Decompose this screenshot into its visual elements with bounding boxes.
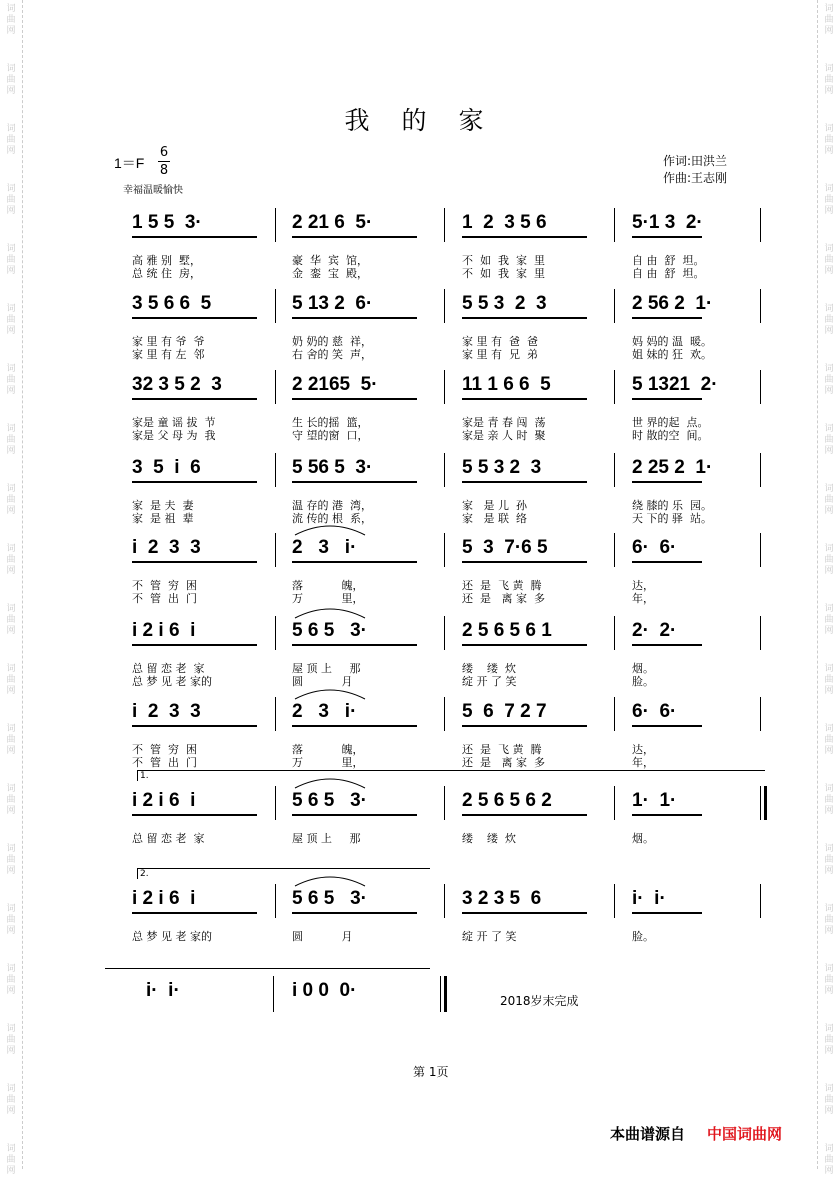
lyric-verse-1: 豪 华 宾 馆， xyxy=(292,254,368,267)
lyric-verse-2: 家 是 联 络 xyxy=(462,512,527,525)
lyric-verse-1: 不 如 我 家 里 xyxy=(462,254,545,267)
measure-notes: 2 21 6 5· xyxy=(292,212,373,233)
measure-notes: 2· 2· xyxy=(632,620,677,641)
watermark-left xyxy=(0,0,23,1176)
lyric-verse-2: 还 是 离 家 多 xyxy=(462,592,545,605)
lyric-verse-1: 落 魄， xyxy=(292,579,364,592)
watermark-glyph: 词 曲 网 xyxy=(6,364,16,396)
bar-line xyxy=(614,453,615,487)
lyric-verse-1: 家是 童 谣 拔 节 xyxy=(132,416,216,429)
bar-line xyxy=(614,884,615,918)
beam-underline xyxy=(632,725,702,727)
beam-underline xyxy=(292,912,417,914)
beam-underline xyxy=(632,912,702,914)
watermark-glyph: 词 曲 网 xyxy=(6,304,16,336)
lyric-verse-1: 还 是 飞 黄 腾 xyxy=(462,579,542,592)
lyric-verse-2: 自 由 舒 坦。 xyxy=(632,267,705,280)
lyric-verse-1: 不 管 穷 困 xyxy=(132,743,197,756)
watermark-glyph: 词 曲 网 xyxy=(824,724,834,756)
watermark-glyph: 词 曲 网 xyxy=(6,784,16,816)
lyric-verse-1: 家 是 夫 妻 xyxy=(132,499,194,512)
measure-notes: i 2 3 3 xyxy=(132,701,201,722)
bar-line xyxy=(444,884,445,918)
slur-arc xyxy=(290,521,370,537)
beam-underline xyxy=(132,481,257,483)
watermark-glyph: 词 曲 网 xyxy=(824,244,834,276)
lyric-verse-1: 缕 缕 炊 xyxy=(462,662,516,675)
measure-notes: 1· 1· xyxy=(632,790,677,811)
source-site: 中国词曲网 xyxy=(707,1125,783,1143)
bar-line xyxy=(614,786,615,820)
bar-line xyxy=(614,697,615,731)
lyric-verse-2: 姐 妹的 狂 欢。 xyxy=(632,348,712,361)
bar-line xyxy=(275,616,276,650)
watermark-glyph: 词 曲 网 xyxy=(824,964,834,996)
bar-line xyxy=(275,453,276,487)
lyric-verse-1: 奶 奶的 慈 祥， xyxy=(292,335,372,348)
measure-notes: 5 1321 2· xyxy=(632,374,718,395)
lyric-verse-1: 不 管 穷 困 xyxy=(132,579,197,592)
ending-remark: 2018岁末完成 xyxy=(500,994,579,1008)
slur-arc xyxy=(290,872,370,888)
measure-notes: 2 3 i· xyxy=(292,701,357,722)
watermark-glyph: 词 曲 网 xyxy=(824,904,834,936)
bar-line xyxy=(444,976,447,1012)
beam-underline xyxy=(462,912,587,914)
lyric-verse-1: 总 留 恋 老 家 xyxy=(132,832,205,845)
bar-line xyxy=(444,616,445,650)
beam-underline xyxy=(462,725,587,727)
lyric-verse-2: 家是 父 母 为 我 xyxy=(132,429,216,442)
bar-line xyxy=(275,697,276,731)
bar-line xyxy=(760,884,761,918)
bar-line xyxy=(760,533,761,567)
lyric-verse-2: 右 舍的 笑 声， xyxy=(292,348,372,361)
measure-notes: 3 2 3 5 6 xyxy=(462,888,542,909)
watermark-glyph: 词 曲 网 xyxy=(824,124,834,156)
watermark-glyph: 词 曲 网 xyxy=(824,424,834,456)
lyric-verse-1: 绽 开 了 笑 xyxy=(462,930,517,943)
beam-underline xyxy=(132,317,257,319)
bar-line xyxy=(760,289,761,323)
measure-notes: 6· 6· xyxy=(632,537,677,558)
beam-underline xyxy=(632,398,702,400)
lyric-verse-1: 生 长的摇 篮， xyxy=(292,416,369,429)
lyric-verse-2: 绽 开 了 笑 xyxy=(462,675,517,688)
lyric-verse-2: 年， xyxy=(632,756,654,769)
measure-notes: 2 2165 5· xyxy=(292,374,378,395)
measure-notes: 32 3 5 2 3 xyxy=(132,374,222,395)
time-signature: 6 8 xyxy=(159,145,169,178)
beam-underline xyxy=(132,725,257,727)
song-title: 我 的 家 xyxy=(344,106,496,135)
bar-line xyxy=(444,453,445,487)
watermark-glyph: 词 曲 网 xyxy=(6,4,16,36)
lyric-verse-1: 家 里 有 爸 爸 xyxy=(462,335,538,348)
watermark-glyph: 词 曲 网 xyxy=(824,184,834,216)
beam-underline xyxy=(132,814,257,816)
lyric-verse-2: 年， xyxy=(632,592,654,605)
measure-notes: i 2 i 6 i xyxy=(132,620,196,641)
beam-underline xyxy=(462,317,587,319)
watermark-glyph: 词 曲 网 xyxy=(6,844,16,876)
lyric-verse-2: 家 里 有 左 邻 xyxy=(132,348,205,361)
beam-underline xyxy=(292,236,417,238)
measure-notes: 5 6 5 3· xyxy=(292,790,367,811)
beam-underline xyxy=(462,814,587,816)
lyric-verse-1: 高 雅 别 墅， xyxy=(132,254,201,267)
lyric-verse-1: 总 留 恋 老 家 xyxy=(132,662,205,675)
lyric-verse-2: 圆 月 xyxy=(292,675,353,688)
bar-line xyxy=(760,370,761,404)
lyric-verse-2: 总 统 住 房， xyxy=(132,267,201,280)
measure-notes: 2 3 i· xyxy=(292,537,357,558)
bar-line xyxy=(760,453,761,487)
bar-line xyxy=(614,533,615,567)
watermark-glyph: 词 曲 网 xyxy=(6,484,16,516)
watermark-glyph: 词 曲 网 xyxy=(6,1084,16,1116)
watermark-glyph: 词 曲 网 xyxy=(824,664,834,696)
lyric-verse-1: 烟。 xyxy=(632,832,654,845)
lyric-verse-2: 不 管 出 门 xyxy=(132,756,197,769)
measure-notes: 5 13 2 6· xyxy=(292,293,373,314)
slur-arc xyxy=(290,604,370,620)
watermark-glyph: 词 曲 网 xyxy=(6,124,16,156)
watermark-glyph: 词 曲 网 xyxy=(824,1024,834,1056)
beam-underline xyxy=(632,644,702,646)
lyric-verse-1: 脸。 xyxy=(632,930,654,943)
beam-underline xyxy=(292,561,417,563)
lyric-verse-2: 万 里， xyxy=(292,592,364,605)
measure-notes: 5 6 7 2 7 xyxy=(462,701,547,722)
lyric-verse-2: 守 望的窗 口， xyxy=(292,429,369,442)
measure-notes: 5 5 3 2 3 xyxy=(462,293,547,314)
bar-line xyxy=(444,370,445,404)
watermark-glyph: 词 曲 网 xyxy=(6,604,16,636)
watermark-glyph: 词 曲 网 xyxy=(824,364,834,396)
beam-underline xyxy=(632,317,702,319)
lyric-verse-1: 屋 顶 上 那 xyxy=(292,832,361,845)
measure-notes: i· i· xyxy=(632,888,666,909)
measure-notes: i 2 i 6 i xyxy=(132,888,196,909)
bar-line xyxy=(275,884,276,918)
lyricist-credit: 作词:田洪兰 xyxy=(663,154,728,168)
watermark-glyph: 词 曲 网 xyxy=(6,244,16,276)
bar-line xyxy=(444,208,445,242)
lyric-verse-1: 家 里 有 爷 爷 xyxy=(132,335,205,348)
bar-line xyxy=(614,289,615,323)
bar-line xyxy=(614,616,615,650)
bar-line xyxy=(444,533,445,567)
watermark-glyph: 词 曲 网 xyxy=(824,484,834,516)
bar-line xyxy=(614,370,615,404)
measure-notes: 3 5 6 6 5 xyxy=(132,293,212,314)
watermark-glyph: 词 曲 网 xyxy=(6,904,16,936)
watermark-glyph: 词 曲 网 xyxy=(6,184,16,216)
lyric-verse-2: 天 下的 驿 站。 xyxy=(632,512,712,525)
ending-top-rule xyxy=(105,968,430,969)
bar-line xyxy=(440,976,441,1012)
page-number: 第 1页 xyxy=(413,1065,449,1079)
bar-line xyxy=(760,208,761,242)
lyric-verse-1: 总 梦 见 老 家的 xyxy=(132,930,212,943)
measure-notes: 1 2 3 5 6 xyxy=(462,212,547,233)
measure-notes: i 2 i 6 i xyxy=(132,790,196,811)
lyric-verse-2: 流 传的 根 系， xyxy=(292,512,372,525)
watermark-glyph: 词 曲 网 xyxy=(824,1084,834,1116)
beam-underline xyxy=(462,481,587,483)
watermark-glyph: 词 曲 网 xyxy=(824,784,834,816)
repeat-barline xyxy=(764,786,767,820)
bar-line xyxy=(275,786,276,820)
lyric-verse-1: 达， xyxy=(632,579,654,592)
lyric-verse-1: 还 是 飞 黄 腾 xyxy=(462,743,542,756)
slur-arc xyxy=(290,685,370,701)
lyric-verse-1: 缕 缕 炊 xyxy=(462,832,516,845)
beam-underline xyxy=(292,481,417,483)
ending-notes: i· i· xyxy=(146,980,180,1001)
beam-underline xyxy=(132,236,257,238)
measure-notes: 5 3 7·6 5 xyxy=(462,537,548,558)
bar-line xyxy=(444,786,445,820)
source-label: 本曲谱源自 xyxy=(610,1125,686,1143)
lyric-verse-1: 自 由 舒 坦。 xyxy=(632,254,705,267)
lyric-verse-2: 不 如 我 家 里 xyxy=(462,267,545,280)
watermark-glyph: 词 曲 网 xyxy=(824,844,834,876)
lyric-verse-2: 家 是 祖 辈 xyxy=(132,512,194,525)
bar-line xyxy=(275,533,276,567)
lyric-verse-1: 圆 月 xyxy=(292,930,353,943)
bar-line xyxy=(760,697,761,731)
beam-underline xyxy=(462,644,587,646)
composer-credit: 作曲:王志刚 xyxy=(663,171,728,185)
beam-underline xyxy=(292,644,417,646)
measure-notes: 5·1 3 2· xyxy=(632,212,703,233)
watermark-glyph: 词 曲 网 xyxy=(824,4,834,36)
beam-underline xyxy=(132,398,257,400)
bar-line xyxy=(275,289,276,323)
bar-line xyxy=(444,697,445,731)
beam-underline xyxy=(132,561,257,563)
lyric-verse-1: 屋 顶 上 那 xyxy=(292,662,361,675)
tempo-marking: 幸福温暖愉快 xyxy=(123,185,183,196)
watermark-glyph: 词 曲 网 xyxy=(824,604,834,636)
measure-notes: 6· 6· xyxy=(632,701,677,722)
watermark-glyph: 词 曲 网 xyxy=(824,64,834,96)
source-credit xyxy=(610,1123,782,1144)
bar-line xyxy=(275,370,276,404)
lyric-verse-2: 家是 亲 人 时 聚 xyxy=(462,429,546,442)
measure-notes: 2 5 6 5 6 1 xyxy=(462,620,552,641)
bar-line xyxy=(760,616,761,650)
beam-underline xyxy=(632,236,702,238)
ending-notes: i 0 0 0· xyxy=(292,980,357,1001)
watermark-glyph: 词 曲 网 xyxy=(6,724,16,756)
watermark-glyph: 词 曲 网 xyxy=(824,544,834,576)
beam-underline xyxy=(292,814,417,816)
watermark-glyph: 词 曲 网 xyxy=(824,1144,834,1176)
slur-arc xyxy=(290,774,370,790)
watermark-glyph: 词 曲 网 xyxy=(6,64,16,96)
lyric-verse-2: 总 梦 见 老 家的 xyxy=(132,675,212,688)
measure-notes: 2 5 6 5 6 2 xyxy=(462,790,552,811)
measure-notes: 5 6 5 3· xyxy=(292,620,367,641)
measure-notes: 11 1 6 6 5 xyxy=(462,374,551,395)
beam-underline xyxy=(292,317,417,319)
beam-underline xyxy=(462,398,587,400)
measure-notes: 5 56 5 3· xyxy=(292,457,373,478)
measure-notes: 2 25 2 1· xyxy=(632,457,713,478)
beam-underline xyxy=(462,236,587,238)
watermark-glyph: 词 曲 网 xyxy=(6,1144,16,1176)
volta-bracket: 2. xyxy=(137,868,430,879)
watermark-glyph: 词 曲 网 xyxy=(6,964,16,996)
key-signature: 1＝F xyxy=(114,155,145,171)
bar-line xyxy=(275,208,276,242)
bar-line xyxy=(444,289,445,323)
watermark-glyph: 词 曲 网 xyxy=(824,304,834,336)
measure-notes: 3 5 i 6 xyxy=(132,457,201,478)
watermark-glyph: 词 曲 网 xyxy=(6,544,16,576)
beam-underline xyxy=(292,725,417,727)
watermark-glyph: 词 曲 网 xyxy=(6,1024,16,1056)
watermark-glyph: 词 曲 网 xyxy=(6,424,16,456)
lyric-verse-2: 还 是 离 家 多 xyxy=(462,756,545,769)
lyric-verse-2: 家 里 有 兄 弟 xyxy=(462,348,538,361)
lyric-verse-2: 脸。 xyxy=(632,675,654,688)
lyric-verse-2: 金 銮 宝 殿， xyxy=(292,267,368,280)
beam-underline xyxy=(292,398,417,400)
beam-underline xyxy=(632,481,702,483)
measure-notes: 5 6 5 3· xyxy=(292,888,367,909)
measure-notes: 5 5 3 2 3 xyxy=(462,457,542,478)
lyric-verse-1: 绕 膝的 乐 园。 xyxy=(632,499,712,512)
bar-line xyxy=(614,208,615,242)
beam-underline xyxy=(632,814,702,816)
beam-underline xyxy=(132,644,257,646)
watermark-right xyxy=(817,0,840,1176)
volta-bracket: 1. xyxy=(137,770,765,781)
beam-underline xyxy=(632,561,702,563)
lyric-verse-1: 达， xyxy=(632,743,654,756)
bar-line xyxy=(760,786,761,820)
measure-notes: 2 56 2 1· xyxy=(632,293,713,314)
lyric-verse-1: 妈 妈的 温 暖。 xyxy=(632,335,712,348)
bar-line xyxy=(273,976,274,1012)
lyric-verse-2: 不 管 出 门 xyxy=(132,592,197,605)
beam-underline xyxy=(132,912,257,914)
lyric-verse-1: 落 魄， xyxy=(292,743,364,756)
measure-notes: 1 5 5 3· xyxy=(132,212,202,233)
lyric-verse-2: 时 散的空 间。 xyxy=(632,429,709,442)
lyric-verse-1: 世 界的起 点。 xyxy=(632,416,709,429)
lyric-verse-2: 万 里， xyxy=(292,756,364,769)
lyric-verse-1: 温 存的 港 湾， xyxy=(292,499,372,512)
lyric-verse-1: 家是 青 春 闯 荡 xyxy=(462,416,546,429)
beam-underline xyxy=(462,561,587,563)
measure-notes: i 2 3 3 xyxy=(132,537,201,558)
lyric-verse-1: 家 是 儿 孙 xyxy=(462,499,527,512)
lyric-verse-1: 烟。 xyxy=(632,662,654,675)
watermark-glyph: 词 曲 网 xyxy=(6,664,16,696)
